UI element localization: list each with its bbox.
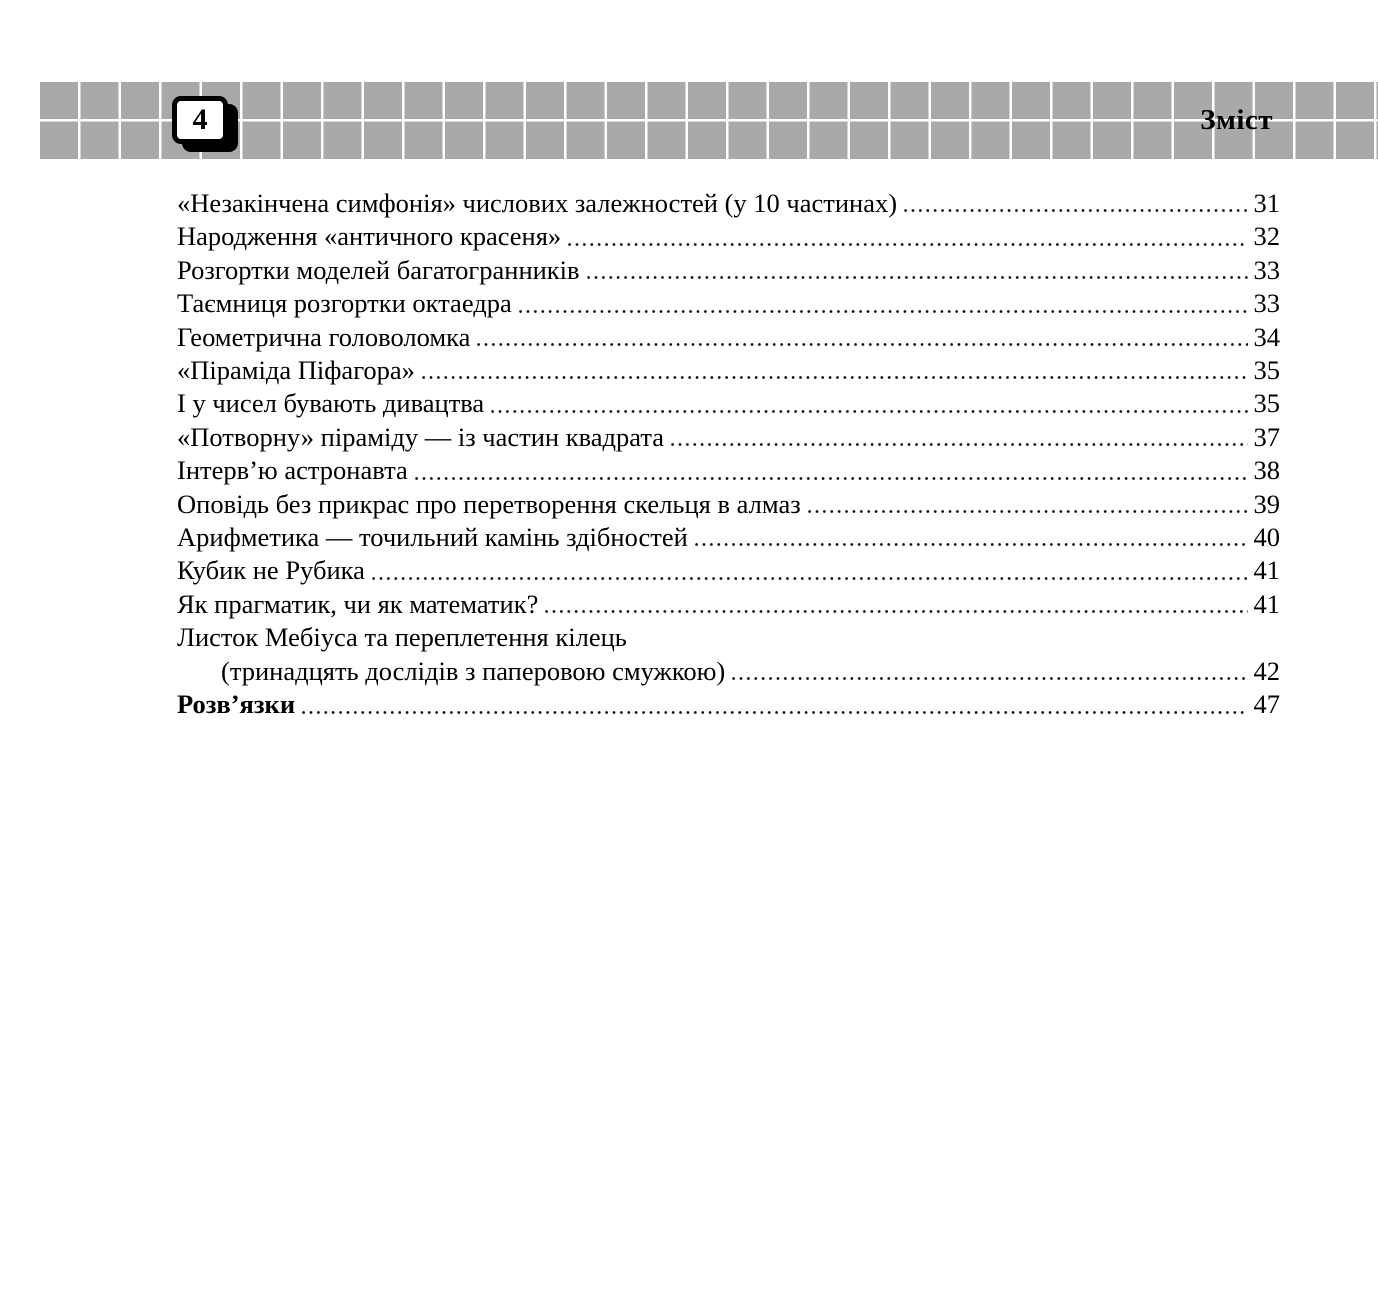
toc-page-number: 47: [1253, 689, 1280, 720]
toc-dot-leader: [372, 575, 1248, 582]
toc-dot-leader: [545, 608, 1247, 615]
toc-entry: [177, 655, 1280, 688]
toc-entry: [177, 354, 1280, 387]
toc-dot-leader: [302, 709, 1247, 716]
toc-dot-leader: [415, 475, 1248, 482]
toc-entry: [177, 287, 1280, 320]
toc-entry: [177, 254, 1280, 287]
toc-page-number: 35: [1253, 388, 1280, 419]
section-title: Зміст: [1200, 104, 1273, 136]
toc-entry: [177, 454, 1280, 487]
toc-entry-title: Геометрична головоломка: [177, 321, 471, 352]
toc-dot-leader: [732, 675, 1247, 682]
toc-entry-title: Як прагматик, чи як математик?: [177, 588, 539, 619]
page-number-box: [172, 96, 228, 144]
toc-page-number: 40: [1253, 522, 1280, 553]
toc-page-number: 35: [1253, 355, 1280, 386]
toc-page-number: 33: [1253, 288, 1280, 319]
toc-entry: [177, 621, 1280, 654]
toc-entry-title: Розв’язки: [177, 689, 296, 720]
toc-entry-title: Таємниця розгортки октаедра: [177, 288, 512, 319]
toc-entry-title: Оповідь без прикрас про перетворення скельця в алмаз: [177, 488, 801, 519]
toc-page-number: 39: [1253, 488, 1280, 519]
toc-entry-title: (тринадцять дослідів з паперовою смужкою): [221, 655, 726, 686]
toc-entry-title: «Незакінчена симфонія» числових залежностей (у 10 частинах): [177, 188, 898, 218]
toc-entry: [177, 421, 1280, 454]
toc-page-number: 33: [1253, 254, 1280, 285]
toc-dot-leader: [695, 541, 1248, 548]
toc-entry: [177, 321, 1280, 354]
toc-entry: [177, 554, 1280, 587]
toc-entry-title: Інтерв’ю астронавта: [177, 455, 408, 486]
toc-entry: [177, 588, 1280, 621]
toc-entry-title: «Піраміда Піфагора»: [177, 355, 415, 386]
toc-entry-title: «Потворну» піраміду — із частин квадрата: [177, 421, 664, 452]
toc-page-number: 42: [1253, 655, 1280, 686]
toc-entry: [177, 187, 1280, 220]
toc-dot-leader: [808, 508, 1248, 515]
toc-dot-leader: [422, 374, 1248, 381]
toc-entry-title: І у чисел бувають дивацтва: [177, 388, 485, 419]
toc-entry: [177, 220, 1280, 253]
toc-page-number: 41: [1253, 555, 1280, 586]
toc-entry-title: Розгортки моделей багатогранників: [177, 254, 580, 285]
toc-entry: [177, 387, 1280, 420]
toc-entry: [177, 521, 1280, 554]
toc-page-number: 37: [1253, 421, 1280, 452]
toc-dot-leader: [477, 341, 1247, 348]
toc-entry: [177, 688, 1280, 721]
table-of-contents: [177, 187, 1280, 722]
toc-dot-leader: [587, 274, 1248, 281]
toc-page-number: 41: [1253, 588, 1280, 619]
toc-page-number: 34: [1253, 321, 1280, 352]
toc-page-number: 31: [1253, 188, 1280, 218]
toc-entry-title: Кубик не Рубика: [177, 555, 365, 586]
toc-dot-leader: [519, 308, 1248, 315]
header-grid-band: [40, 82, 1378, 159]
toc-entry: [177, 488, 1280, 521]
toc-dot-leader: [671, 441, 1248, 448]
toc-page-number: 38: [1253, 455, 1280, 486]
toc-entry-title: Арифметика — точильний камінь здібностей: [177, 522, 688, 553]
toc-entry-title: Листок Мебіуса та переплетення кілець: [177, 622, 627, 653]
toc-page-number: 32: [1253, 221, 1280, 252]
toc-dot-leader: [904, 207, 1247, 214]
page-number: 4: [192, 103, 208, 136]
toc-dot-leader: [568, 241, 1247, 248]
toc-dot-leader: [491, 408, 1247, 415]
toc-entry-title: Народження «античного красеня»: [177, 221, 562, 252]
